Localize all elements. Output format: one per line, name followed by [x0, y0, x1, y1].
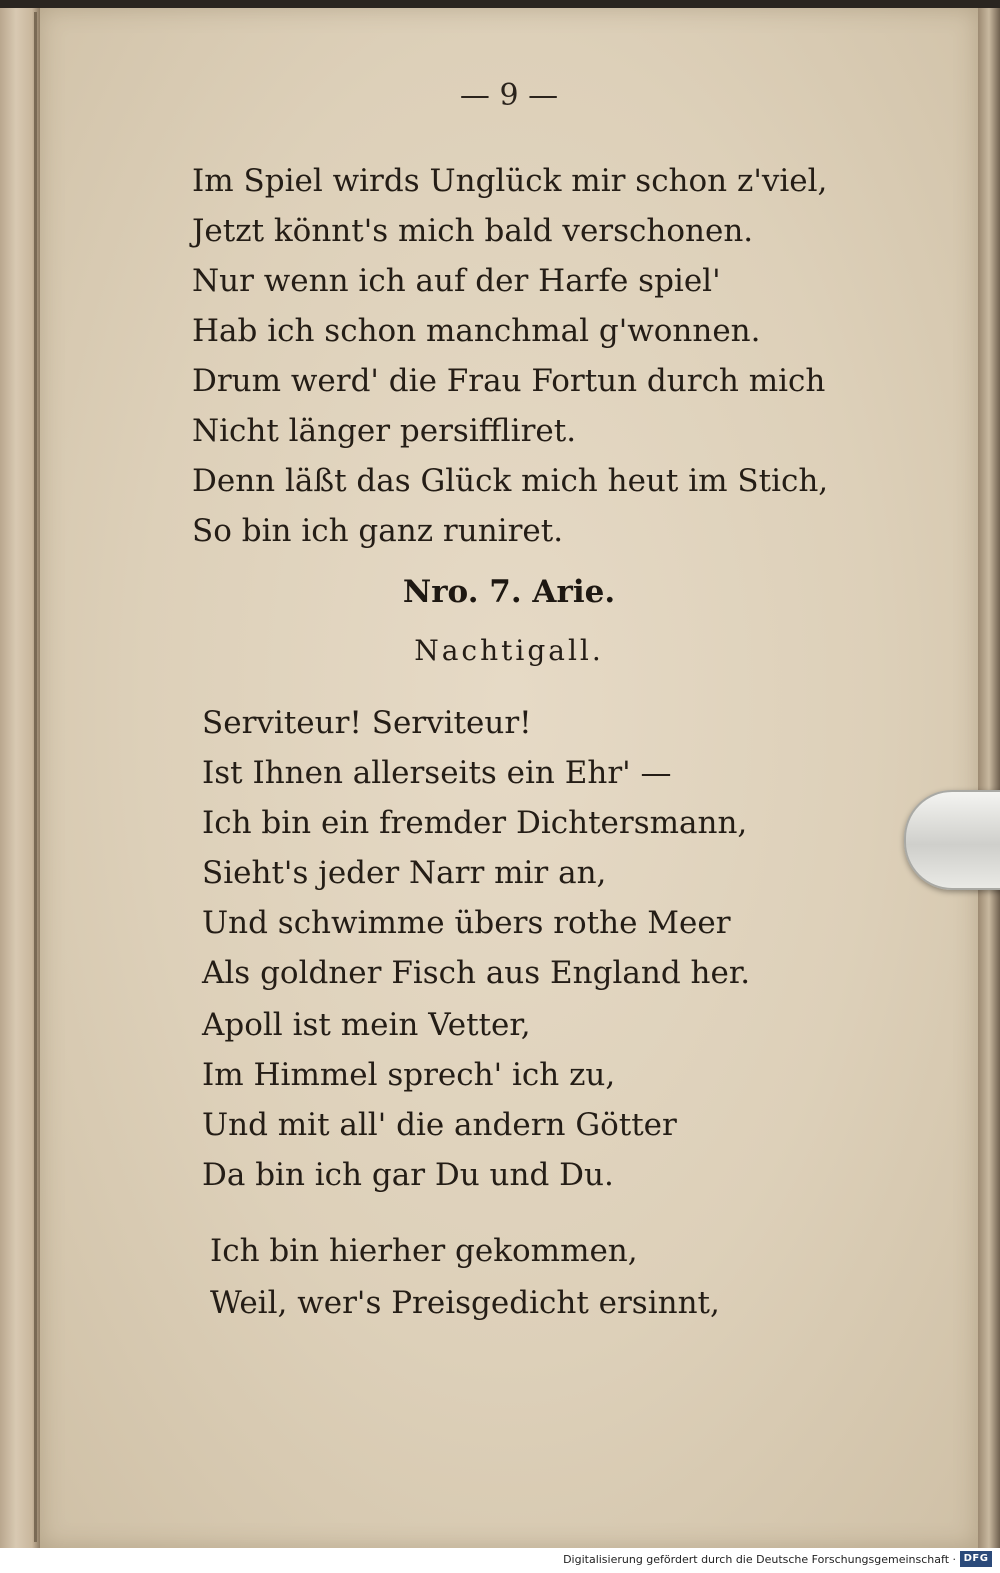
- speaker-name: Nachtigall.: [414, 634, 604, 667]
- verse-line: Ich bin hierher gekommen,: [210, 1233, 638, 1269]
- verse-line: Denn läßt das Glück mich heut im Stich,: [192, 463, 829, 499]
- page-clip: [904, 790, 1000, 890]
- verse-line: Im Himmel sprech' ich zu,: [202, 1057, 616, 1093]
- digitization-credit: Digitalisierung gefördert durch die Deutsche Forschungsgemeinschaft ·: [563, 1553, 956, 1566]
- page-number: — 9 —: [459, 78, 559, 113]
- verse-line: Weil, wer's Preisgedicht ersinnt,: [210, 1285, 720, 1321]
- verse-line: Nur wenn ich auf der Harfe spiel': [192, 263, 721, 299]
- verse-line: Jetzt könnt's mich bald verschonen.: [192, 213, 754, 249]
- dfg-logo-icon: DFG: [960, 1551, 992, 1567]
- verse-line: Sieht's jeder Narr mir an,: [202, 855, 607, 891]
- verse-line: Ist Ihnen allerseits ein Ehr' —: [202, 755, 672, 791]
- verse-line: Hab ich schon manchmal g'wonnen.: [192, 313, 761, 349]
- verse-line: Im Spiel wirds Unglück mir schon z'viel,: [192, 163, 828, 199]
- verse-line: Nicht länger persiffliret.: [192, 413, 577, 449]
- verse-line: Und schwimme übers rothe Meer: [202, 905, 731, 941]
- section-heading: Nro. 7. Arie.: [402, 574, 616, 610]
- verse-line: Und mit all' die andern Götter: [202, 1107, 677, 1143]
- verse-line: Als goldner Fisch aus England her.: [202, 955, 751, 991]
- book-page: [40, 8, 978, 1548]
- book-gutter: [34, 12, 37, 1542]
- right-page-edge: [978, 8, 1000, 1548]
- verse-line: Drum werd' die Frau Fortun durch mich: [192, 363, 826, 399]
- verse-line: Ich bin ein fremder Dichtersmann,: [202, 805, 748, 841]
- verse-line: Da bin ich gar Du und Du.: [202, 1157, 614, 1193]
- verse-line: Apoll ist mein Vetter,: [202, 1007, 531, 1043]
- verse-line: Serviteur! Serviteur!: [202, 705, 532, 741]
- verse-line: So bin ich ganz runiret.: [192, 513, 564, 549]
